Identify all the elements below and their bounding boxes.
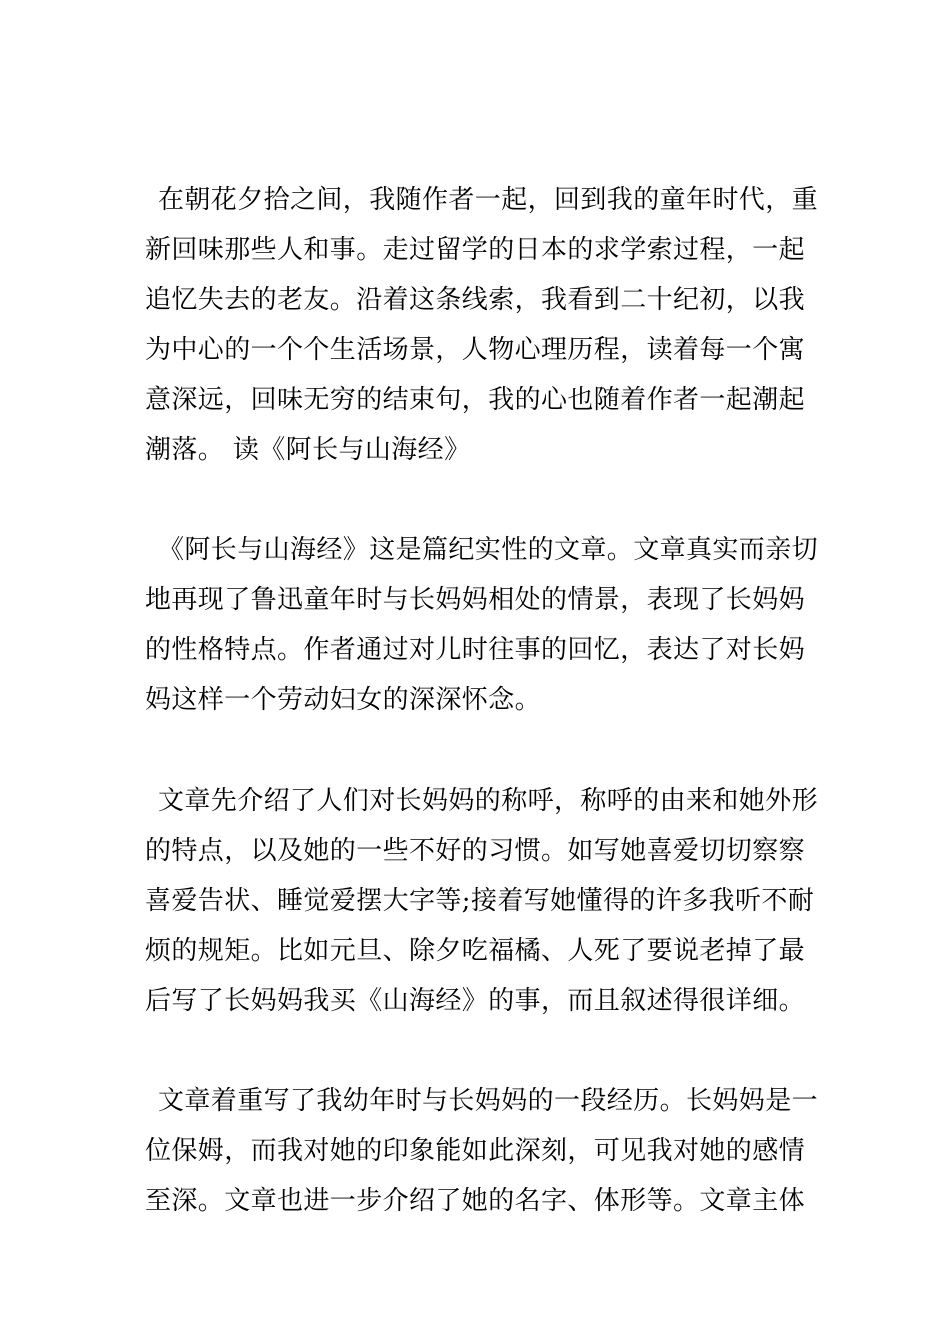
text-line: 文章着重写了我幼年时与长妈妈的一段经历。长妈妈是一 xyxy=(158,1086,819,1116)
text-line: 在朝花夕拾之间，我随作者一起，回到我的童年时代，重 xyxy=(158,185,819,215)
text-line: 地再现了鲁迅童年时与长妈妈相处的情景，表现了长妈妈 xyxy=(145,585,806,615)
text-line: 喜爱告状、睡觉爱摆大字等;接着写她懂得的许多我听不耐 xyxy=(145,886,815,916)
text-line: 烦的规矩。比如元旦、除夕吃福橘、人死了要说老掉了最 xyxy=(145,936,806,966)
text-line: 后写了长妈妈我买《山海经》的事，而且叙述得很详细。 xyxy=(145,986,806,1016)
text-line: 的特点，以及她的一些不好的习惯。如写她喜爱切切察察 xyxy=(145,836,806,866)
text-line: 新回味那些人和事。走过留学的日本的求学索过程，一起 xyxy=(145,235,806,265)
text-line: 至深。文章也进一步介绍了她的名字、体形等。文章主体 xyxy=(145,1186,806,1216)
text-line: 追忆失去的老友。沿着这条线索，我看到二十纪初，以我 xyxy=(145,285,806,315)
text-line: 文章先介绍了人们对长妈妈的称呼，称呼的由来和她外形 xyxy=(158,786,819,816)
text-line: 《阿长与山海经》这是篇纪实性的文章。文章真实而亲切 xyxy=(158,535,819,565)
text-line: 的性格特点。作者通过对儿时往事的回忆，表达了对长妈 xyxy=(145,635,806,665)
text-line: 意深远，回味无穷的结束句，我的心也随着作者一起潮起 xyxy=(145,385,806,415)
text-line: 位保姆，而我对她的印象能如此深刻，可见我对她的感情 xyxy=(145,1136,806,1166)
text-line: 妈这样一个劳动妇女的深深怀念。 xyxy=(145,685,542,715)
text-line: 为中心的一个个生活场景，人物心理历程，读着每一个寓 xyxy=(145,335,806,365)
text-line: 潮落。 读《阿长与山海经》 xyxy=(145,435,471,465)
